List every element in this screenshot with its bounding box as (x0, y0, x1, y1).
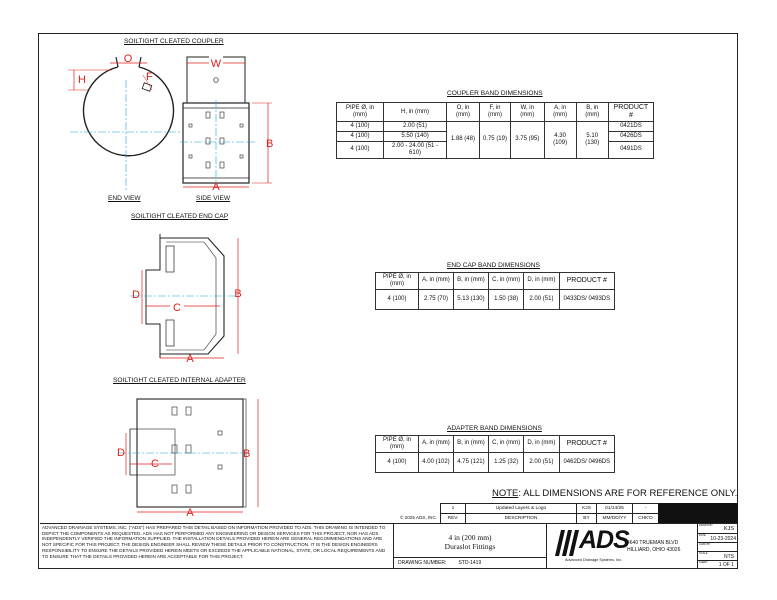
end-cap-cell: 5.13 (130) (453, 289, 488, 309)
coupler-cell: 0491DS (608, 141, 653, 158)
adapter-cell: 1.25 (32) (488, 452, 523, 472)
adapter-th: B, in (mm) (453, 436, 488, 453)
coupler-label-b: B (266, 138, 274, 150)
adapter-label-c: C (151, 458, 159, 470)
coupler-cell: 4 (100) (337, 131, 384, 141)
coupler-end-view-ring (84, 67, 174, 156)
coupler-label-h: H (78, 74, 86, 86)
adapter-cell: 4.00 (102) (419, 452, 454, 472)
coupler-th-w: W, in (mm) (511, 103, 544, 122)
rev-header-rev: REV. (440, 513, 466, 524)
coupler-table (336, 102, 654, 159)
adapter-title: SOILTIGHT CLEATED INTERNAL ADAPTER (113, 377, 246, 384)
end-cap-cell: 4 (100) (376, 289, 419, 309)
rev-header-description: DESCRIPTION (465, 513, 577, 524)
end-cap-th: PIPE Ø, in (mm) (376, 273, 419, 290)
rev-date: 01/14/25 (596, 503, 633, 514)
adapter-th: PIPE Ø, in (mm) (376, 436, 419, 453)
adapter-cell: 4.75 (121) (453, 452, 488, 472)
drawn-by: KJS (723, 526, 734, 532)
rev-description: Updated Layers & Logo (465, 503, 577, 514)
title-block-dark-bar (658, 503, 738, 524)
end-cap-table (375, 272, 615, 310)
end-cap-th: A, in (mm) (419, 273, 454, 290)
coupler-label-a: A (212, 181, 220, 193)
coupler-cell: 0.75 (19) (479, 122, 510, 159)
end-cap-label-b: B (234, 288, 242, 300)
end-cap-cell: 2.75 (70) (419, 289, 454, 309)
coupler-cell: 1.88 (48) (447, 122, 480, 159)
copyright: © 2025 ADS, INC. (400, 515, 438, 520)
coupler-cell: 2.00 (51) (384, 122, 447, 132)
adapter-th: C, in (mm) (488, 436, 523, 453)
end-cap-th: PRODUCT # (559, 273, 614, 290)
note-text: : ALL DIMENSIONS ARE FOR REFERENCE ONLY. (518, 488, 738, 499)
end-cap-table-title: END CAP BAND DIMENSIONS (447, 262, 540, 269)
address-line2: HILLIARD, OHIO 43026 (627, 546, 681, 553)
date-label: DATE (699, 534, 706, 537)
end-cap-drawing (120, 228, 260, 368)
drawing-title-line1: 4 in (200 mm) (448, 533, 492, 542)
adapter-th: D, in (mm) (524, 436, 559, 453)
coupler-table-title: COUPLER BAND DIMENSIONS (447, 90, 543, 97)
coupler-th-pipe: PIPE Ø, in (mm) (337, 103, 384, 122)
rev-number: 1 (440, 503, 466, 514)
adapter-th: PRODUCT # (559, 436, 614, 453)
address (627, 540, 680, 554)
coupler-cell: 5.50 (140) (384, 131, 447, 141)
coupler-th-h: H, in (mm) (384, 103, 447, 122)
end-view-label: END VIEW (108, 195, 141, 202)
coupler-label-w: W (210, 58, 222, 70)
rev-header-chkd: CHK'D (632, 513, 659, 524)
adapter-cell: 4 (100) (376, 452, 419, 472)
end-cap-title: SOILTIGHT CLEATED END CAP (131, 213, 229, 220)
sheet-label: SHEET (699, 561, 708, 564)
address-line1: 4640 TRUEMAN BLVD (627, 540, 679, 546)
end-cap-label-c: C (173, 302, 181, 314)
coupler-cell: 4 (100) (337, 122, 384, 132)
coupler-th-a: A, in (mm) (544, 103, 576, 122)
coupler-label-o: O (123, 53, 133, 65)
adapter-cell: 2.00 (51) (524, 452, 559, 472)
drawn-by-label: DRAWN BY (699, 524, 713, 527)
end-cap-cell: 1.50 (38) (488, 289, 523, 309)
coupler-cell: 3.75 (95) (511, 122, 544, 159)
end-cap-th: D, in (mm) (524, 273, 559, 290)
coupler-cell: 2.00 - 24.00 (51 - 610) (384, 141, 447, 158)
coupler-label-f: F (146, 71, 153, 83)
sheet-value: 1 OF 1 (718, 562, 734, 568)
coupler-cell: 0426DS (608, 131, 653, 141)
adapter-cell: 0462DS/ 0496DS (559, 452, 614, 472)
logo-block (546, 523, 698, 569)
adapter-label-b: B (243, 448, 251, 460)
drawing-title-line2: Duraslot Fittings (444, 542, 496, 551)
coupler-cell: 5.10 (130) (576, 122, 608, 159)
adapter-th: A, in (mm) (419, 436, 454, 453)
coupler-cell: 4.30 (109) (544, 122, 576, 159)
adapter-label-a: A (186, 507, 194, 518)
rev-chkd: - (632, 503, 659, 514)
end-cap-label-a: A (186, 353, 194, 365)
coupler-cell: 4 (100) (337, 141, 384, 158)
ads-logo-text: ADS (579, 526, 629, 554)
note-prefix: NOTE (492, 488, 519, 499)
side-view-label: SIDE VIEW (196, 195, 231, 202)
coupler-th-b: B, in (mm) (576, 103, 608, 122)
drawing-number: STD-1419 (458, 560, 482, 566)
end-cap-cell: 2.00 (51) (524, 289, 559, 309)
coupler-th-product: PRODUCT # (608, 103, 653, 122)
ads-logo-subtitle: Advanced Drainage Systems, Inc. (565, 558, 623, 562)
scale-label: SCALE (699, 552, 708, 555)
drawing-title-box (393, 523, 547, 558)
meta-column (697, 523, 738, 569)
adapter-label-d: D (117, 447, 125, 459)
coupler-drawing (60, 50, 290, 210)
end-cap-cell: 0433DS/ 0493DS (559, 289, 614, 309)
coupler-title: SOILTIGHT CLEATED COUPLER (124, 38, 224, 45)
scale-value: NTS (724, 554, 734, 560)
checked-label: CHKD BY (699, 543, 711, 546)
coupler-th-o: O, in (mm) (447, 103, 480, 122)
rev-by: KJS (576, 503, 597, 514)
end-cap-th: B, in (mm) (453, 273, 488, 290)
drawing-number-row (393, 557, 547, 569)
rev-header-by: BY (576, 513, 597, 524)
date-value: 10-23-2024 (710, 536, 736, 542)
reference-note (492, 488, 737, 499)
end-cap-th: C, in (mm) (488, 273, 523, 290)
coupler-th-f: F, in (mm) (479, 103, 510, 122)
adapter-drawing (110, 393, 260, 518)
rev-header-date: MM/DD/YY (596, 513, 633, 524)
disclaimer-text: ADVANCED DRAINAGE SYSTEMS, INC. ("ADS") HAS PREPARED THIS DETAIL BASED ON INFORMATION PROVIDED TO ADS. THIS DRAWING IS INTENDED TO DEPICT THE COMPONENTS AS REQUESTED. ADS HAS NOT PERFORMED ANY ENGINEERING OR DESIGN SERVICES FOR THIS PROJECT, NOR HAS ADS INDEPENDENTLY VERIFIED THE INFORMATION SUPPLIED. THE INSTALLATION DETAILS PROVIDED HEREIN ARE GENERAL RECOMMENDATIONS AND ARE NOT SPECIFIC FOR THIS PROJECT. THE DESIGN ENGINEER SHALL REVIEW THESE DETAILS PRIOR TO CONSTRUCTION. IT IS THE DESIGN ENGINEERS RESPONSIBILITY TO ENSURE THE DETAILS PROVIDED HEREIN MEETS OR EXCEEDS THE APPLICABLE NATIONAL, STATE, OR LOCAL REQUIREMENTS AND TO ENSURE THAT THE DETAILS PROVIDED HEREIN ARE ACCEPTABLE FOR THIS PROJECT. (40, 523, 394, 568)
drawing-number-label: DRAWING NUMBER: (398, 560, 447, 566)
end-cap-label-d: D (132, 289, 140, 301)
adapter-table (375, 435, 615, 473)
coupler-cell: 0421DS (608, 122, 653, 132)
adapter-table-title: ADAPTER BAND DIMENSIONS (447, 425, 542, 432)
